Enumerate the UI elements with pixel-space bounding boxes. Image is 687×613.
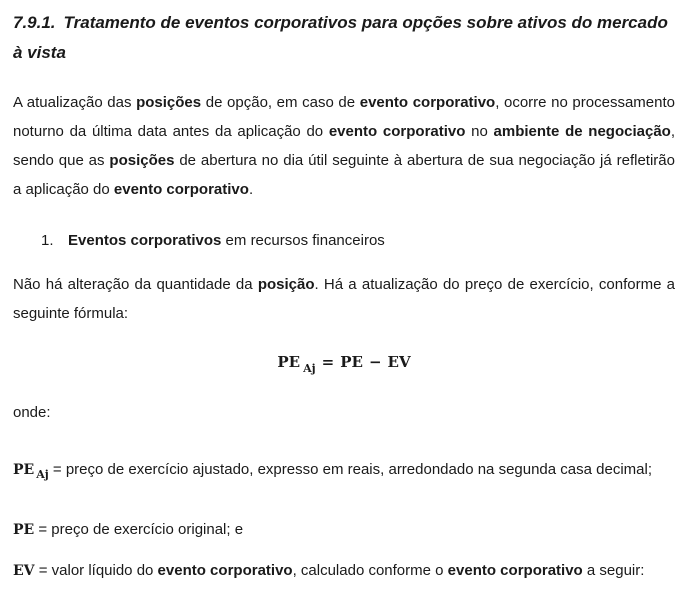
formula-lhs: PE [277, 353, 301, 371]
text-run: . Há a atualização do preço de exercício, conforme a seguinte fórmula: [13, 276, 675, 322]
formula-rhs-b: EV [387, 353, 411, 371]
symbol-pe-aj [13, 462, 49, 481]
bold-term: posição [257, 276, 315, 293]
formula-rhs-a: PE [340, 353, 363, 371]
definition-pe [13, 515, 675, 545]
no-change-paragraph [13, 270, 675, 328]
section-heading [13, 8, 675, 68]
text-run: A atualização das [13, 94, 137, 111]
definition-ev [13, 556, 675, 586]
onde-label: onde: [13, 404, 51, 421]
symbol-subscript: Aj [36, 468, 49, 481]
text-run: de abertura no dia útil seguinte à abertura de sua negociação já refletirão a aplicação do [13, 152, 675, 198]
formula [13, 347, 675, 379]
text-run: Não há alteração da quantidade da [13, 276, 258, 293]
bold-term: evento corporativo [328, 123, 466, 140]
intro-paragraph [13, 88, 675, 204]
symbol-text: PE [13, 462, 35, 478]
section-title: Tratamento de eventos corporativos para opções sobre ativos do mercado à vista [13, 13, 668, 62]
bold-term: evento corporativo [447, 562, 583, 579]
symbol-pe: PE [13, 522, 35, 538]
bold-term: Eventos corporativos [68, 232, 222, 249]
bold-term: posições [136, 94, 202, 111]
text-run: , ocorre no processamento noturno da última data antes da aplicação do [13, 94, 675, 140]
bold-term: ambiente de negociação [493, 123, 671, 140]
text-run: em recursos financeiros [221, 232, 385, 249]
text-run: de opção, em caso de [201, 94, 360, 111]
section-number: 7.9.1. [13, 13, 56, 32]
text-run: no [465, 123, 494, 140]
text-run: a seguir: [582, 562, 645, 579]
formula-equals: = [321, 353, 335, 371]
symbol-ev: EV [13, 563, 35, 579]
formula-minus: − [368, 353, 382, 371]
text-run: , sendo que as [13, 123, 675, 169]
definition-text: = preço de exercício ajustado, expresso em reais, arredondado na segunda casa decimal; [48, 461, 652, 478]
text-run: . [248, 181, 254, 198]
text-run: = valor líquido do [34, 562, 158, 579]
text-run: , calculado conforme o [292, 562, 448, 579]
list-item [13, 226, 385, 255]
bold-term: evento corporativo [157, 562, 293, 579]
bold-term: evento corporativo [113, 181, 249, 198]
formula-lhs-subscript: Aj [303, 362, 316, 375]
definition-text: = preço de exercício original; e [34, 521, 244, 538]
bold-term: evento corporativo [359, 94, 496, 111]
bold-term: posições [109, 152, 175, 169]
definition-pe-aj [13, 455, 675, 485]
list-marker: 1. [41, 232, 54, 249]
